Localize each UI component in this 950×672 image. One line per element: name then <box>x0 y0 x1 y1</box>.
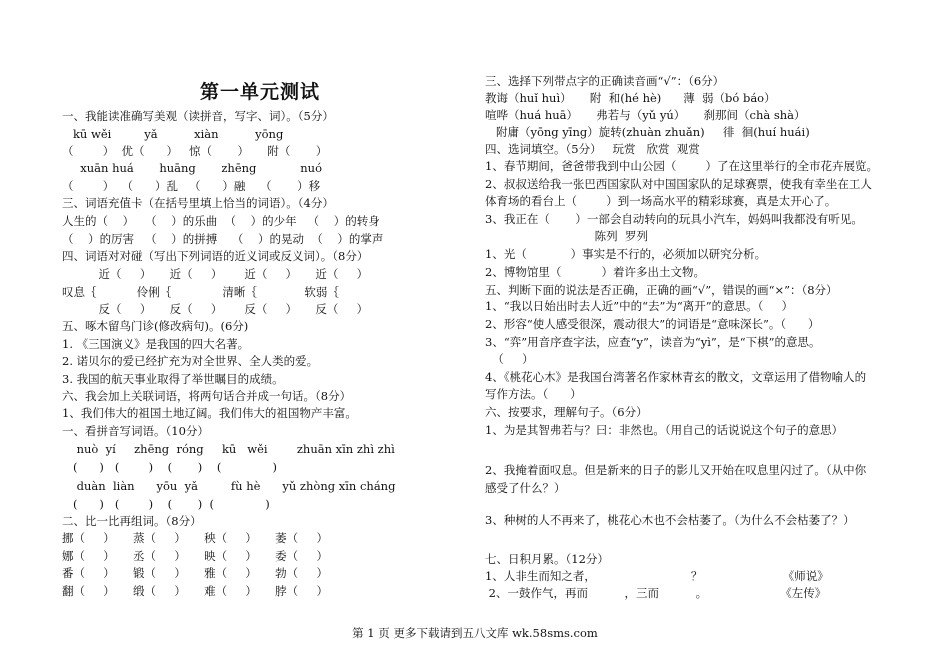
text-line: 三、选择下列带点字的正确读音画“√”：（6分） <box>485 74 725 88</box>
text-line: 感受了什么？） <box>485 481 566 495</box>
text-line: 喧哗（huá huā） 弗若与（yǔ yú） 刹那间（chà shà） <box>485 108 806 122</box>
text-line: 娜（ ） 丞（ ） 映（ ） 委（ ） <box>62 549 328 563</box>
text-line: ( ) ( ) ( ) ( ) <box>62 460 278 474</box>
page-title: 第一单元测试 <box>200 81 321 103</box>
text-line: 2. 诺贝尔的爱已经扩充为对全世界、全人类的爱。 <box>62 354 319 368</box>
text-line: 六、我会加上关联词语，将两句话合并成一句话。（8分） <box>62 389 352 403</box>
text-line: 七、日积月累。（12分） <box>485 552 609 566</box>
text-line: 2、叔叔送给我一张巴西国家队对中国国家队的足球赛票，使我有幸坐在工人 <box>485 177 872 191</box>
text-line: 四、词语对对碰（写出下列词语的近义词或反义词）。（8分） <box>62 249 369 263</box>
text-line: 四、选词填空。（5分） 玩赏 欣赏 观赏 <box>485 142 700 156</box>
text-line: 陈列 罗列 <box>485 229 648 243</box>
text-line: 一、看拼音写词语。（10分） <box>62 424 209 438</box>
text-line: 人生的（ ） （ ）的乐曲 （ ）的少年 （ ）的转身 <box>62 214 380 228</box>
text-line: （ ） 优（ ） 惊（ ） 附（ ） <box>62 144 328 158</box>
text-line: nuò yí zhēng róng kū wěi zhuān xīn zhì zhì <box>62 442 395 456</box>
text-line: 3、“弈”用音序查字法，应查“y”，读音为“yì”，是“下棋”的意思。 <box>485 335 821 349</box>
text-line: （ ） <box>485 352 534 366</box>
text-line: 挪（ ） 蒸（ ） 秧（ ） 萎（ ） <box>62 531 328 545</box>
text-line: 1、春节期间，爸爸带我到中山公园（ ）了在这里举行的全市花卉展览。 <box>485 159 879 173</box>
text-line: duàn liàn yōu yǎ fù hè yǔ zhòng xīn cháng <box>62 479 396 493</box>
text-line: 3、我正在（ ）一部会自动转向的玩具小汽车，妈妈叫我都没有听见。 <box>485 212 863 226</box>
text-line: 叹息｛ 伶俐｛ 清晰｛ 软弱｛ <box>62 285 339 299</box>
text-line: kū wěi yǎ xiàn yōng <box>62 127 284 141</box>
text-line: 2、形容“使人感受很深，震动很大”的词语是“意味深长”。（ ） <box>485 317 820 331</box>
text-line: 五、啄木留鸟门诊(修改病句)。(6分) <box>62 319 249 333</box>
text-line: 翻（ ） 缎（ ） 难（ ） 脖（ ） <box>62 584 328 598</box>
text-line: ( ) ( ) ( ) ( ) <box>62 497 270 511</box>
text-line: 一、我能读准确写美观（读拼音，写字、词）。（5分） <box>62 109 334 123</box>
text-line: （ ） （ ）乱 （ ）融 （ ）移 <box>62 179 321 193</box>
text-line: 2、我掩着面叹息。但是新来的日子的影儿又开始在叹息里闪过了。（从中你 <box>485 463 867 477</box>
text-line: 六、按要求，理解句子。（6分） <box>485 405 648 419</box>
text-line: 1. 《三国演义》是我国的四大名著。 <box>62 337 250 351</box>
text-line: 附庸（yōng yīng）旋转(zhuàn zhuǎn) 徘 徊(huí huái) <box>485 125 810 139</box>
text-line: 2、博物馆里（ ）着许多出土文物。 <box>485 265 706 279</box>
text-line: 1、为是其智弗若与？曰：非然也。（用自己的话说说这个句子的意思） <box>485 423 844 437</box>
text-line: xuān huá huāng zhēng nuó <box>62 161 323 175</box>
text-line: 教诲（huǐ huì） 附 和(hé hè) 薄 弱（bó báo） <box>485 91 776 105</box>
text-line: 体育场的看台上（ ）到一场高水平的精彩球赛，真是太开心了。 <box>485 194 837 208</box>
text-line: 近（ ） 近（ ） 近（ ） 近（ ） <box>62 267 369 281</box>
text-line: 五、判断下面的说法是否正确，正确的画“√”，错误的画“×”：（8分） <box>485 283 838 297</box>
text-line: 1、“我以日始出时去人近”中的“去”为“离开”的意思。（ ） <box>485 299 794 313</box>
text-line: 三、词语充值卡（在括号里填上恰当的词语）。（4分） <box>62 196 334 210</box>
text-line: 3. 我国的航天事业取得了举世瞩目的成绩。 <box>62 372 284 386</box>
text-line: 反（ ） 反（ ） 反（ ） 反（ ） <box>62 302 369 316</box>
text-line: 3、种树的人不再来了，桃花心木也不会枯萎了。（为什么不会枯萎了？） <box>485 513 855 527</box>
text-line: 写作方法。（ ） <box>485 387 582 401</box>
text-line: 1、人非生而知之者， ？ 《师说》 <box>485 569 829 583</box>
text-line: （ ）的厉害 （ ）的拼搏 （ ）的晃动 （ ）的掌声 <box>62 232 384 246</box>
text-line: 1、光（ ）事实是不行的，必须加以研究分析。 <box>485 247 767 261</box>
page-footer: 第 1 页 更多下载请到五八文库 wk.58sms.com <box>352 626 598 640</box>
text-line: 二、比一比再组词。（8分） <box>62 514 202 528</box>
text-line: 番（ ） 锻（ ） 雅（ ） 勃（ ） <box>62 566 328 580</box>
text-line: 2、一鼓作气，再而 ，三而 。 《左传》 <box>485 586 827 600</box>
text-line: 4、《桃花心木》是我国台湾著名作家林青玄的散文，文章运用了借物喻人的 <box>485 370 867 384</box>
text-line: 1、我们伟大的祖国土地辽阔。我们伟大的祖国物产丰富。 <box>62 406 357 420</box>
